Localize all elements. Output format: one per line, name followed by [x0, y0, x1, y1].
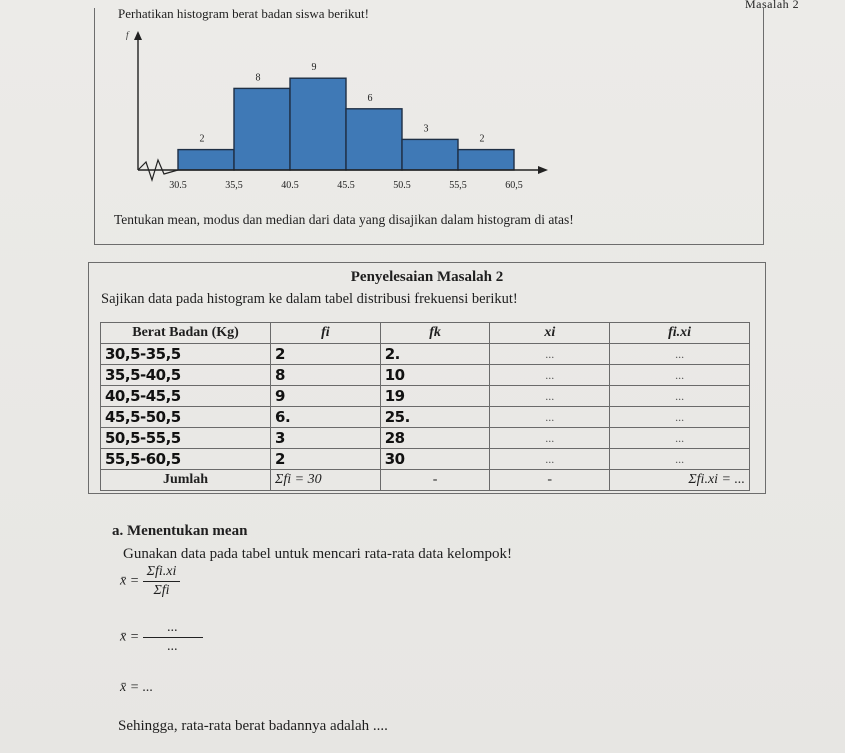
histogram-bar: [458, 150, 514, 170]
row-fi: 3: [271, 428, 381, 449]
row-fixi[interactable]: ...: [610, 407, 750, 428]
table-header-row: [101, 323, 750, 344]
substitution-numerator: ...: [143, 620, 203, 638]
substitution-denominator: ...: [167, 639, 178, 654]
bar-value-label: 9: [311, 62, 317, 74]
mean-substitution: [120, 620, 203, 655]
total-sum-fixi: Σfi.xi = ...: [610, 470, 750, 491]
row-fixi[interactable]: ...: [610, 344, 750, 365]
x-tick-label: 40.5: [281, 180, 299, 191]
row-fixi[interactable]: ...: [610, 449, 750, 470]
mean-formula: [120, 564, 180, 599]
total-label: Jumlah: [101, 470, 271, 491]
x-tick-label: 50.5: [393, 180, 411, 191]
x-tick-label: 45.5: [337, 180, 355, 191]
problem-task: Tentukan mean, modus dan median dari data yang disajikan dalam histogram di atas!: [114, 212, 574, 227]
table-row: [101, 344, 750, 365]
histogram-bar: [402, 139, 458, 170]
table-row: [101, 386, 750, 407]
formula-numerator: Σfi.xi: [143, 564, 181, 582]
formula-lhs: x̄ =: [120, 573, 140, 589]
frequency-table: [100, 322, 750, 491]
bar-value-label: 3: [423, 123, 429, 135]
histogram-bar: [290, 78, 346, 170]
solution-intro: Sajikan data pada histogram ke dalam tabel distribusi frekuensi berikut!: [101, 291, 518, 307]
row-xi[interactable]: ...: [490, 449, 610, 470]
row-fk: 19: [380, 386, 490, 407]
histogram-bar: [234, 88, 290, 170]
formula-denominator: Σfi: [153, 583, 170, 598]
y-axis-arrow: [134, 31, 142, 40]
row-interval: 35,5-40,5: [101, 365, 271, 386]
col-header-fi: fi: [271, 323, 381, 344]
table-row: [101, 407, 750, 428]
bar-value-label: 2: [199, 133, 205, 145]
substitution-lhs: x̄ =: [120, 629, 140, 645]
y-axis-label: f: [126, 30, 129, 40]
row-xi[interactable]: ...: [490, 407, 610, 428]
row-fixi[interactable]: ...: [610, 386, 750, 407]
table-row: [101, 428, 750, 449]
x-tick-label: 35,5: [225, 180, 243, 191]
x-tick-label: 30.5: [169, 180, 187, 191]
substitution-fraction: [143, 620, 203, 655]
row-interval: 45,5-50,5: [101, 407, 271, 428]
row-interval: 50,5-55,5: [101, 428, 271, 449]
row-fk: 10: [380, 365, 490, 386]
row-xi[interactable]: ...: [490, 344, 610, 365]
x-tick-label: 60,5: [505, 180, 523, 191]
histogram-bar: [178, 150, 234, 170]
table-row: [101, 449, 750, 470]
col-header-fk: fk: [380, 323, 490, 344]
row-interval: 40,5-45,5: [101, 386, 271, 407]
solution-title: Penyelesaian Masalah 2: [350, 269, 504, 285]
formula-fraction: [143, 564, 181, 599]
row-fk: 28: [380, 428, 490, 449]
row-fk: 25.: [380, 407, 490, 428]
row-xi[interactable]: ...: [490, 365, 610, 386]
row-xi[interactable]: ...: [490, 428, 610, 449]
bar-value-label: 2: [479, 133, 485, 145]
total-xi: -: [490, 470, 610, 491]
x-tick-label: 55,5: [449, 180, 467, 191]
row-xi[interactable]: ...: [490, 386, 610, 407]
mean-result: x̄ = ...: [120, 680, 154, 695]
bar-value-label: 8: [255, 72, 261, 84]
row-interval: 30,5-35,5: [101, 344, 271, 365]
mean-heading: a. Menentukan mean: [112, 523, 248, 539]
mean-instruction: Gunakan data pada tabel untuk mencari rata-rata data kelompok!: [123, 546, 512, 562]
row-interval: 55,5-60,5: [101, 449, 271, 470]
table-row: [101, 365, 750, 386]
row-fi: 8: [271, 365, 381, 386]
mean-conclusion: Sehingga, rata-rata berat badannya adalah ....: [118, 718, 388, 734]
row-fi: 2: [271, 449, 381, 470]
problem-prompt: Perhatikan histogram berat badan siswa berikut!: [118, 6, 369, 21]
row-fi: 9: [271, 386, 381, 407]
col-header-interval: Berat Badan (Kg): [101, 323, 271, 344]
total-sum-fi: Σfi = 30: [271, 470, 381, 491]
histogram-chart: [110, 28, 550, 200]
table-total-row: [101, 470, 750, 491]
total-fk: -: [380, 470, 490, 491]
histogram-bar: [346, 109, 402, 170]
row-fk: 2.: [380, 344, 490, 365]
col-header-fixi: fi.xi: [610, 323, 750, 344]
row-fixi[interactable]: ...: [610, 365, 750, 386]
row-fi: 6.: [271, 407, 381, 428]
col-header-xi: xi: [490, 323, 610, 344]
x-axis-arrow: [538, 166, 548, 174]
problem-number: Masalah 2: [745, 0, 800, 11]
row-fixi[interactable]: ...: [610, 428, 750, 449]
bar-value-label: 6: [367, 92, 373, 104]
row-fk: 30: [380, 449, 490, 470]
row-fi: 2: [271, 344, 381, 365]
